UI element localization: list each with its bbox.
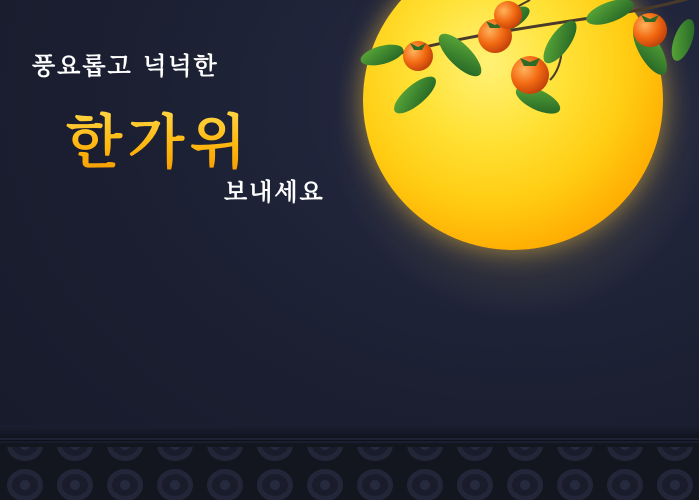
greeting-title: 한가위 [66, 95, 252, 179]
persimmon [403, 41, 433, 71]
leaf [360, 41, 406, 70]
greeting-line-1: 풍요롭고 넉넉한 [32, 52, 219, 80]
traditional-roof-tiles [0, 425, 699, 500]
greeting-line-3: 보내세요 [224, 178, 325, 206]
persimmon [511, 56, 549, 94]
leaf [583, 0, 637, 30]
persimmon-branch-illustration [360, 0, 699, 130]
leaf [389, 71, 442, 120]
persimmon [494, 1, 522, 29]
roof-tile-pattern [0, 447, 699, 500]
persimmon [633, 13, 667, 47]
leaf [667, 16, 699, 64]
